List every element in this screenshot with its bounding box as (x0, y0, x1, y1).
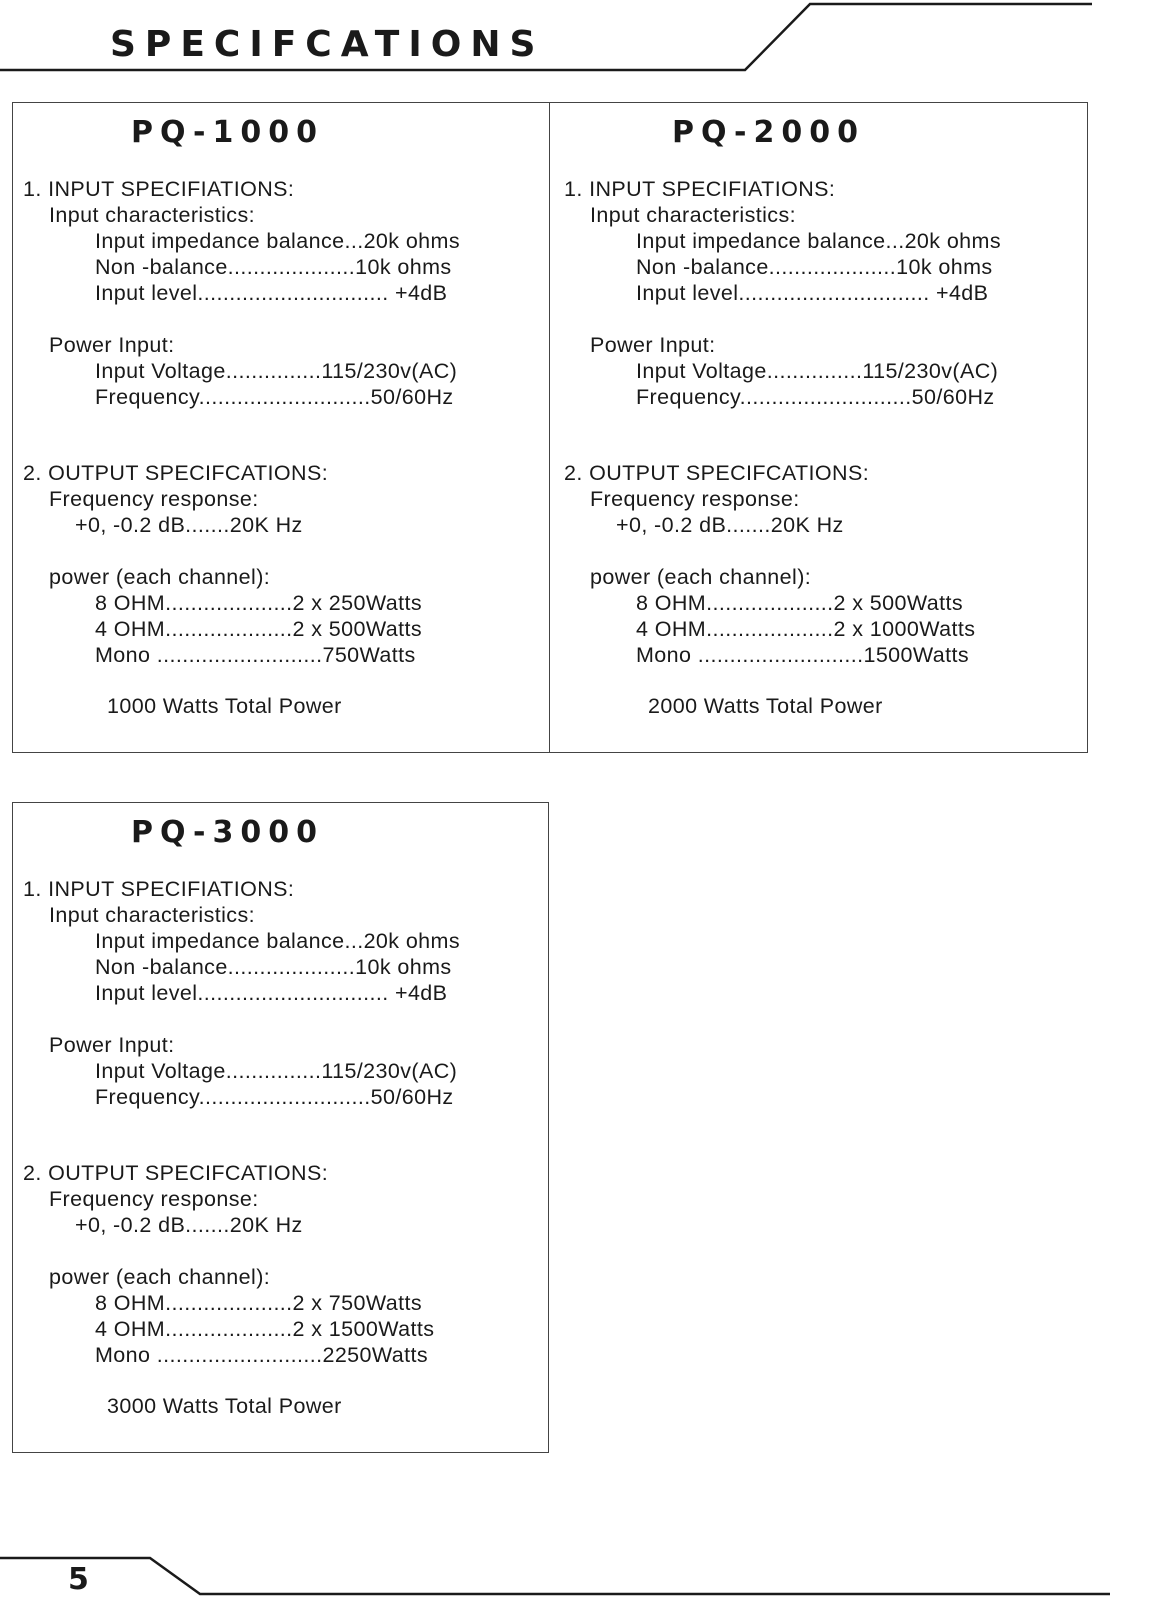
spec-box-bottom (12, 802, 549, 1453)
output-heading: 2. OUTPUT SPECIFCATIONS: (564, 461, 870, 485)
power-mono: Mono ..........................750Watts (95, 643, 416, 667)
power-each-channel: power (each channel): (590, 565, 812, 589)
non-balance: Non -balance....................10k ohms (95, 955, 452, 979)
frequency: Frequency...........................50/60Hz (95, 385, 454, 409)
non-balance: Non -balance....................10k ohms (95, 255, 452, 279)
page-title: SPECIFCATIONS (110, 24, 545, 65)
input-voltage: Input Voltage...............115/230v(AC) (95, 359, 458, 383)
model-name: PQ-3000 (131, 815, 324, 850)
input-voltage: Input Voltage...............115/230v(AC) (95, 1059, 458, 1083)
impedance-balance: Input impedance balance...20k ohms (95, 929, 460, 953)
model-name: PQ-2000 (672, 115, 865, 150)
output-heading: 2. OUTPUT SPECIFCATIONS: (23, 1161, 329, 1185)
non-balance: Non -balance....................10k ohms (636, 255, 993, 279)
input-heading: 1. INPUT SPECIFIATIONS: (23, 877, 295, 901)
response-value: +0, -0.2 dB.......20K Hz (616, 513, 844, 537)
impedance-balance: Input impedance balance...20k ohms (95, 229, 460, 253)
frequency-response: Frequency response: (590, 487, 800, 511)
input-level: Input level.............................. +4dB (95, 981, 448, 1005)
output-heading: 2. OUTPUT SPECIFCATIONS: (23, 461, 329, 485)
input-heading: 1. INPUT SPECIFIATIONS: (564, 177, 836, 201)
input-voltage: Input Voltage...............115/230v(AC) (636, 359, 999, 383)
power-4-ohm: 4 OHM....................2 x 500Watts (95, 617, 423, 641)
frequency: Frequency...........................50/60Hz (636, 385, 995, 409)
power-8-ohm: 8 OHM....................2 x 500Watts (636, 591, 964, 615)
model-panel-pq-2000 (554, 103, 1088, 752)
power-mono: Mono ..........................1500Watts (636, 643, 970, 667)
power-4-ohm: 4 OHM....................2 x 1000Watts (636, 617, 976, 641)
page-number: 5 (68, 1562, 89, 1597)
input-characteristics: Input characteristics: (49, 203, 255, 227)
spec-box-top (12, 102, 1088, 753)
total-power: 1000 Watts Total Power (107, 694, 342, 718)
impedance-balance: Input impedance balance...20k ohms (636, 229, 1001, 253)
power-each-channel: power (each channel): (49, 565, 271, 589)
power-each-channel: power (each channel): (49, 1265, 271, 1289)
power-4-ohm: 4 OHM....................2 x 1500Watts (95, 1317, 435, 1341)
model-panel-pq-3000 (13, 803, 549, 1452)
power-input: Power Input: (49, 333, 175, 357)
frequency-response: Frequency response: (49, 1187, 259, 1211)
total-power: 2000 Watts Total Power (648, 694, 883, 718)
power-8-ohm: 8 OHM....................2 x 250Watts (95, 591, 423, 615)
input-characteristics: Input characteristics: (590, 203, 796, 227)
power-8-ohm: 8 OHM....................2 x 750Watts (95, 1291, 423, 1315)
response-value: +0, -0.2 dB.......20K Hz (75, 1213, 303, 1237)
power-input: Power Input: (590, 333, 716, 357)
input-heading: 1. INPUT SPECIFIATIONS: (23, 177, 295, 201)
response-value: +0, -0.2 dB.......20K Hz (75, 513, 303, 537)
model-name: PQ-1000 (131, 115, 324, 150)
input-level: Input level.............................. +4dB (95, 281, 448, 305)
frequency-response: Frequency response: (49, 487, 259, 511)
column-divider (549, 103, 550, 752)
power-mono: Mono ..........................2250Watts (95, 1343, 429, 1367)
model-panel-pq-1000 (13, 103, 549, 752)
input-characteristics: Input characteristics: (49, 903, 255, 927)
input-level: Input level.............................. +4dB (636, 281, 989, 305)
power-input: Power Input: (49, 1033, 175, 1057)
total-power: 3000 Watts Total Power (107, 1394, 342, 1418)
frequency: Frequency...........................50/60Hz (95, 1085, 454, 1109)
